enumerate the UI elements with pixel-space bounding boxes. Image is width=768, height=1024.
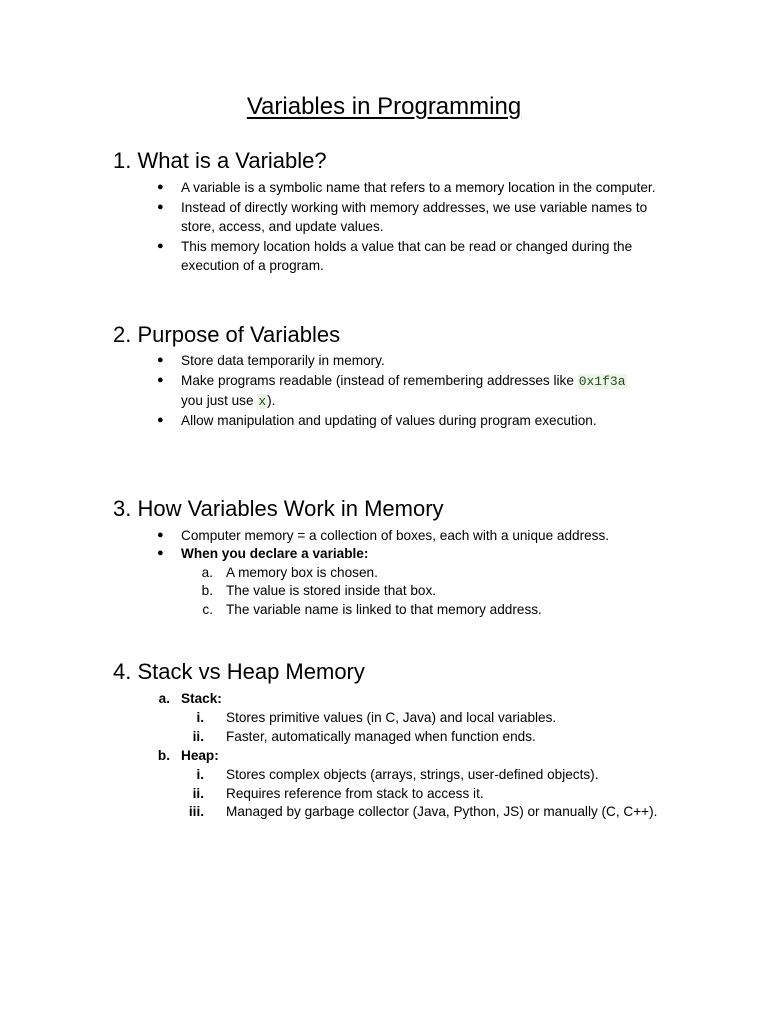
list-item: A variable is a symbolic name that refers to a memory location in the computer. (181, 180, 656, 195)
section-2-number: 2. (113, 322, 132, 347)
group-item: Managed by garbage collector (Java, Python, JS) or manually (C, C++). (226, 804, 658, 819)
list-item-continuation: store, access, and update values. (181, 219, 384, 234)
section-4-number: 4. (113, 659, 132, 684)
item-marker: ii. (192, 786, 204, 801)
section-3-heading (113, 496, 444, 522)
bullet-icon: ● (157, 201, 164, 213)
list-item-continuation: execution of a program. (181, 258, 324, 273)
list-item-continuation (181, 391, 275, 411)
group-item: Stores primitive values (in C, Java) and local variables. (226, 710, 557, 725)
item-marker: ii. (192, 729, 204, 744)
section-4-title: Stack vs Heap Memory (137, 659, 365, 684)
bullet-icon: ● (157, 414, 164, 426)
inline-code: x (258, 394, 267, 409)
group-label-heap: Heap: (181, 748, 219, 763)
page-title: Variables in Programming (246, 93, 522, 120)
section-1-title: What is a Variable? (137, 148, 327, 173)
section-1-number: 1. (113, 148, 132, 173)
list-item-text: Make programs readable (instead of remembering addresses like (181, 373, 578, 388)
bullet-icon: ● (157, 374, 164, 386)
group-marker: a. (158, 691, 170, 706)
list-item: Computer memory = a collection of boxes, each with a unique address. (181, 528, 610, 543)
sublist-marker: a. (201, 565, 213, 580)
list-item (181, 371, 627, 391)
group-label-stack: Stack: (181, 691, 222, 706)
bullet-icon: ● (157, 354, 164, 366)
list-item: When you declare a variable: (181, 546, 369, 561)
section-1-heading (113, 148, 327, 174)
bullet-icon: ● (157, 547, 164, 559)
section-3-number: 3. (113, 496, 132, 521)
bullet-icon: ● (157, 529, 164, 541)
bullet-icon: ● (157, 181, 164, 193)
list-item: Store data temporarily in memory. (181, 353, 385, 368)
item-marker: iii. (188, 804, 204, 819)
sublist-item: A memory box is chosen. (226, 565, 378, 580)
list-item: This memory location holds a value that can be read or changed during the (181, 239, 633, 254)
sublist-item: The value is stored inside that box. (226, 583, 437, 598)
group-item: Requires reference from stack to access it. (226, 786, 484, 801)
inline-code: 0x1f3a (578, 374, 626, 389)
group-item: Stores complex objects (arrays, strings, user-defined objects). (226, 767, 599, 782)
section-2-title: Purpose of Variables (137, 322, 341, 347)
sublist-marker: c. (202, 602, 213, 617)
item-marker: i. (196, 767, 204, 782)
section-2-heading (113, 322, 340, 348)
sublist-marker: b. (201, 583, 213, 598)
bullet-icon: ● (157, 240, 164, 252)
list-item-text: you just use (181, 393, 258, 408)
section-3-title: How Variables Work in Memory (137, 496, 444, 521)
sublist-item: The variable name is linked to that memory address. (226, 602, 542, 617)
group-item: Faster, automatically managed when function ends. (226, 729, 536, 744)
list-item: Allow manipulation and updating of values during program execution. (181, 413, 597, 428)
item-marker: i. (196, 710, 204, 725)
list-item: Instead of directly working with memory addresses, we use variable names to (181, 200, 648, 215)
list-item-text: ). (267, 393, 276, 408)
section-4-heading (113, 659, 365, 685)
group-marker: b. (157, 748, 170, 763)
